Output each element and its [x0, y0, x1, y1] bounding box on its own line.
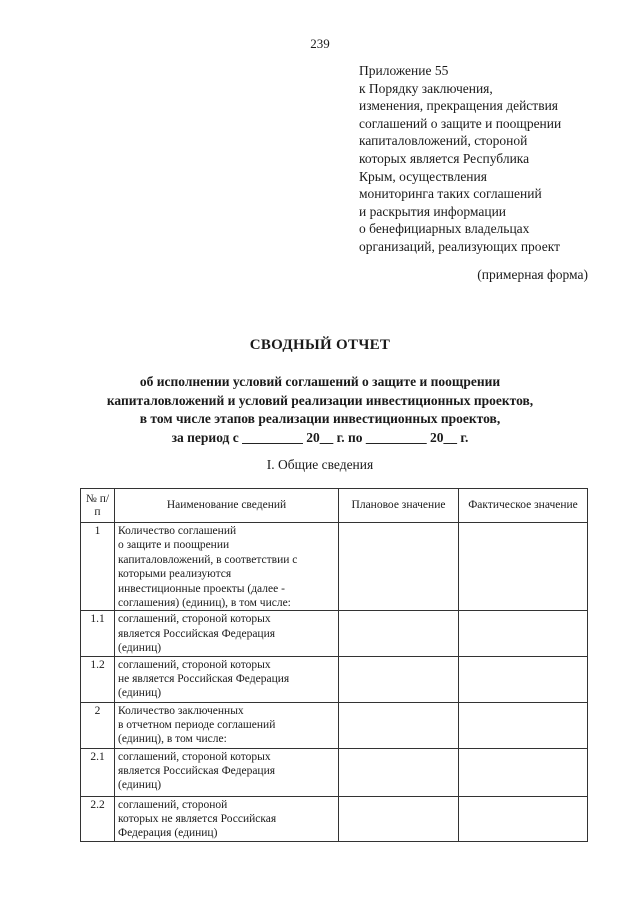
appendix-line: изменения, прекращения действия	[359, 98, 558, 114]
actual-value-cell	[459, 702, 588, 748]
planned-value-cell	[339, 523, 459, 611]
row-name-line: является Российская Федерация	[118, 765, 276, 778]
row-number: 1	[81, 523, 115, 611]
row-name-line: является Российская Федерация	[118, 627, 276, 640]
row-name-line: (единиц)	[118, 687, 162, 700]
appendix-line: которых является Республика	[359, 150, 530, 166]
appendix-line: Приложение 55	[359, 63, 449, 78]
appendix-line: Крым, осуществления	[359, 168, 487, 184]
row-name-line: Количество заключенных	[118, 704, 244, 717]
planned-value-cell	[339, 702, 459, 748]
table-row	[81, 523, 588, 611]
row-name	[115, 702, 339, 748]
appendix-line: о бенефициарных владельцах	[359, 221, 530, 237]
table-row	[81, 748, 588, 796]
row-number: 1.1	[81, 611, 115, 656]
planned-value-cell	[339, 796, 459, 841]
row-name-line: (единиц)	[118, 642, 162, 655]
section-title: I. Общие сведения	[266, 457, 374, 472]
header-actual: Фактическое значение	[459, 489, 588, 523]
row-name	[115, 656, 339, 702]
table-row	[81, 796, 588, 841]
appendix-line: соглашений о защите и поощрении	[359, 115, 562, 131]
row-name	[115, 523, 339, 611]
row-name	[115, 611, 339, 656]
row-name-line: которых не является Российская	[118, 813, 277, 826]
row-name-line: соглашений, стороной которых	[118, 613, 271, 626]
row-name-line: соглашения) (единиц), в том числе:	[118, 597, 291, 610]
row-name-line: (единиц), в том числе:	[118, 733, 227, 746]
row-name-line: капиталовложений, в соответствии с	[118, 553, 298, 566]
table-row	[81, 656, 588, 702]
row-number: 2.2	[81, 796, 115, 841]
row-number: 2	[81, 702, 115, 748]
planned-value-cell	[339, 611, 459, 656]
row-number: 1.2	[81, 656, 115, 702]
appendix-line: к Порядку заключения,	[359, 80, 493, 96]
general-info-table	[80, 488, 588, 842]
appendix-reference	[359, 62, 609, 256]
actual-value-cell	[459, 611, 588, 656]
appendix-line: организаций, реализующих проект	[359, 238, 560, 254]
table-header-row	[81, 489, 588, 523]
subtitle-line: об исполнении условий соглашений о защите и поощрении	[139, 374, 501, 389]
page-number: 239	[310, 36, 330, 51]
row-name-line: (единиц)	[118, 779, 162, 792]
actual-value-cell	[459, 523, 588, 611]
row-name-line: соглашений, стороной которых	[118, 750, 271, 763]
row-name-line: Количество соглашений	[118, 525, 237, 537]
planned-value-cell	[339, 656, 459, 702]
header-planned: Плановое значение	[339, 489, 459, 523]
report-title: СВОДНЫЙ ОТЧЕТ	[249, 337, 391, 353]
row-name	[115, 796, 339, 841]
row-number: 2.1	[81, 748, 115, 796]
row-name-line: соглашений, стороной	[118, 798, 228, 811]
header-name: Наименование сведений	[115, 489, 339, 523]
header-num: № п/п	[81, 489, 115, 523]
table-row	[81, 611, 588, 656]
subtitle-line: за период с _________ 20__ г. по _________ 20__ г.	[171, 429, 469, 445]
planned-value-cell	[339, 748, 459, 796]
actual-value-cell	[459, 748, 588, 796]
row-name-line: Федерация (единиц)	[118, 827, 218, 840]
row-name-line: которыми реализуются	[118, 568, 232, 581]
report-subtitle	[60, 373, 580, 447]
actual-value-cell	[459, 656, 588, 702]
form-note: (примерная форма)	[477, 267, 588, 282]
row-name-line: в отчетном периоде соглашений	[118, 719, 276, 732]
row-name	[115, 748, 339, 796]
appendix-line: мониторинга таких соглашений	[359, 186, 542, 202]
subtitle-line: капиталовложений и условий реализации инвестиционных проектов,	[106, 392, 534, 408]
table-row	[81, 702, 588, 748]
subtitle-line: в том числе этапов реализации инвестиционных проектов,	[139, 411, 501, 426]
actual-value-cell	[459, 796, 588, 841]
row-name-line: инвестиционные проекты (далее -	[118, 582, 285, 595]
row-name-line: о защите и поощрении	[118, 539, 230, 552]
appendix-line: и раскрытия информации	[359, 203, 507, 219]
row-name-line: не является Российская Федерация	[118, 673, 290, 686]
row-name-line: соглашений, стороной которых	[118, 658, 271, 671]
appendix-line: капиталовложений, стороной	[359, 133, 528, 149]
